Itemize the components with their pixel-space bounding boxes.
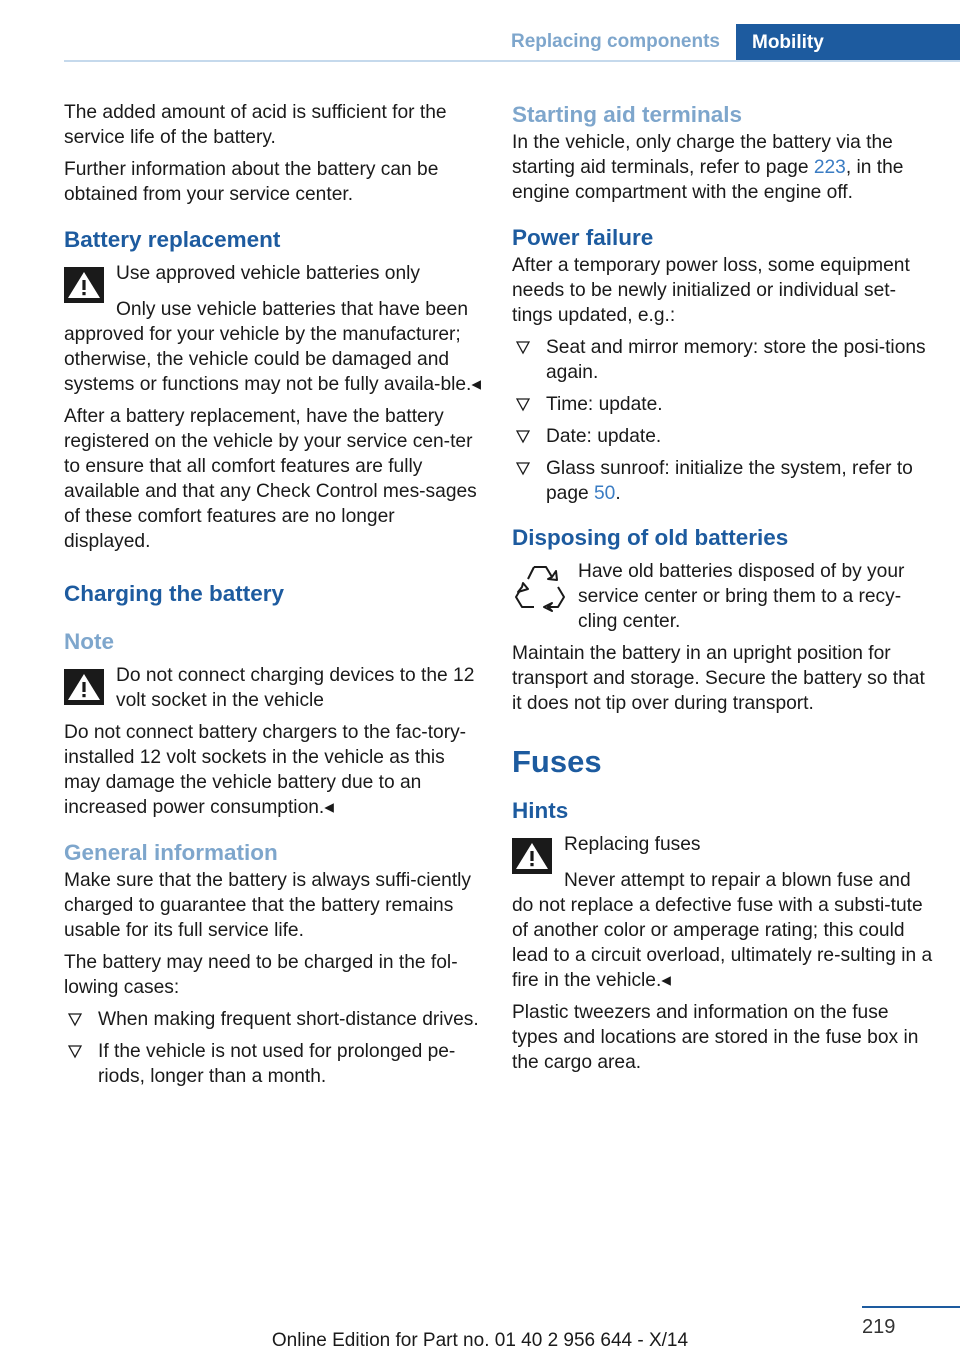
list-item: If the vehicle is not used for prolonged pe‐riods, longer than a month.	[64, 1039, 484, 1089]
page-link[interactable]: 50	[594, 483, 616, 504]
warning-title: Do not connect charging devices to the 12 volt socket in the vehicle	[116, 665, 475, 711]
paragraph: Make sure that the battery is always suffi‐ciently charged to guarantee that the battery remains usable for its full service life.	[64, 870, 472, 941]
heading-hints: Hints	[512, 798, 569, 823]
warning-box	[512, 832, 936, 872]
bullet-list	[64, 1007, 484, 1089]
warning-icon	[512, 838, 552, 874]
list-item: When making frequent short-distance drives.	[64, 1007, 484, 1032]
heading-fuses: Fuses	[512, 744, 602, 779]
right-column	[512, 100, 936, 1075]
heading-power-failure: Power failure	[512, 225, 654, 250]
recycle-icon	[512, 559, 568, 615]
triangle-bullet-icon	[516, 427, 530, 445]
list-item: Date: update.	[512, 424, 936, 449]
paragraph: Maintain the battery in an upright position for transport and storage. Secure the battery so that it does not tip over during transport.	[512, 643, 925, 714]
heading-note: Note	[64, 629, 114, 654]
triangle-bullet-icon	[68, 1010, 82, 1028]
warning-body: Do not connect battery chargers to the fac‐tory-installed 12 volt sockets in the vehicle as this may damage the vehicle battery due to an increased power consumption.◂	[64, 722, 467, 818]
header-section-title: Replacing components	[510, 31, 720, 52]
heading-battery-replacement: Battery replacement	[64, 227, 281, 252]
heading-disposing: Disposing of old batteries	[512, 525, 789, 550]
page-number-rule	[862, 1306, 960, 1308]
recycle-note	[512, 559, 936, 634]
page-number: 219	[862, 1316, 896, 1338]
warning-icon	[64, 267, 104, 303]
heading-general-information: General information	[64, 840, 278, 865]
list-item: Time: update.	[512, 392, 936, 417]
paragraph: After a battery replacement, have the battery registered on the vehicle by your service cen‐ter to ensure that all comfort features are fully available and that any Check Control mes‐sages of these comfort features are no longer displayed.	[64, 406, 477, 552]
header-chapter-tab: Mobility	[736, 24, 960, 62]
triangle-bullet-icon	[516, 395, 530, 413]
paragraph: In the vehicle, only charge the battery via the starting aid terminals, refer to page 223, in the engine compartment with the engine off.	[512, 132, 904, 203]
paragraph: The battery may need to be charged in the fol‐lowing cases:	[64, 952, 458, 998]
warning-body: Only use vehicle batteries that have been approved for your vehicle by the manufacturer; otherwise, the vehicle could be damaged and systems or functions may not be fully availa‐ble.◂	[64, 299, 482, 395]
warning-box	[64, 663, 484, 713]
heading-starting-aid-terminals: Starting aid terminals	[512, 102, 743, 127]
header-divider	[64, 60, 960, 62]
triangle-bullet-icon	[516, 459, 530, 477]
page-link[interactable]: 223	[813, 157, 846, 178]
warning-body: Never attempt to repair a blown fuse and do not replace a defective fuse with a substi‐tute of another color or amperage rating; this could lead to a circuit overload, ultimately re‐sulting in a fire in the vehicle.◂	[512, 870, 933, 991]
footer-edition: Online Edition for Part no. 01 40 2 956 644 - X/14	[271, 1330, 689, 1351]
left-column	[64, 100, 484, 1096]
triangle-bullet-icon	[516, 338, 530, 356]
list-item: Seat and mirror memory: store the posi‐tions again.	[512, 335, 936, 385]
list-item: Glass sunroof: initialize the system, refer to page 50.	[512, 456, 936, 506]
warning-icon	[64, 669, 104, 705]
warning-box	[64, 261, 484, 301]
recycle-text: Have old batteries disposed of by your service center or bring them to a recy‐cling center.	[578, 561, 905, 632]
paragraph: Further information about the battery can be obtained from your service center.	[64, 159, 439, 205]
warning-title: Replacing fuses	[564, 834, 701, 855]
heading-charging: Charging the battery	[64, 581, 285, 606]
paragraph: Plastic tweezers and information on the fuse types and locations are stored in the fuse box in the cargo area.	[512, 1002, 919, 1073]
paragraph: After a temporary power loss, some equipment needs to be newly initialized or individual set‐tings updated, e.g.:	[512, 255, 910, 326]
warning-title: Use approved vehicle batteries only	[116, 263, 420, 284]
triangle-bullet-icon	[68, 1042, 82, 1060]
bullet-list	[512, 335, 936, 506]
paragraph: The added amount of acid is sufficient for the service life of the battery.	[64, 102, 447, 148]
